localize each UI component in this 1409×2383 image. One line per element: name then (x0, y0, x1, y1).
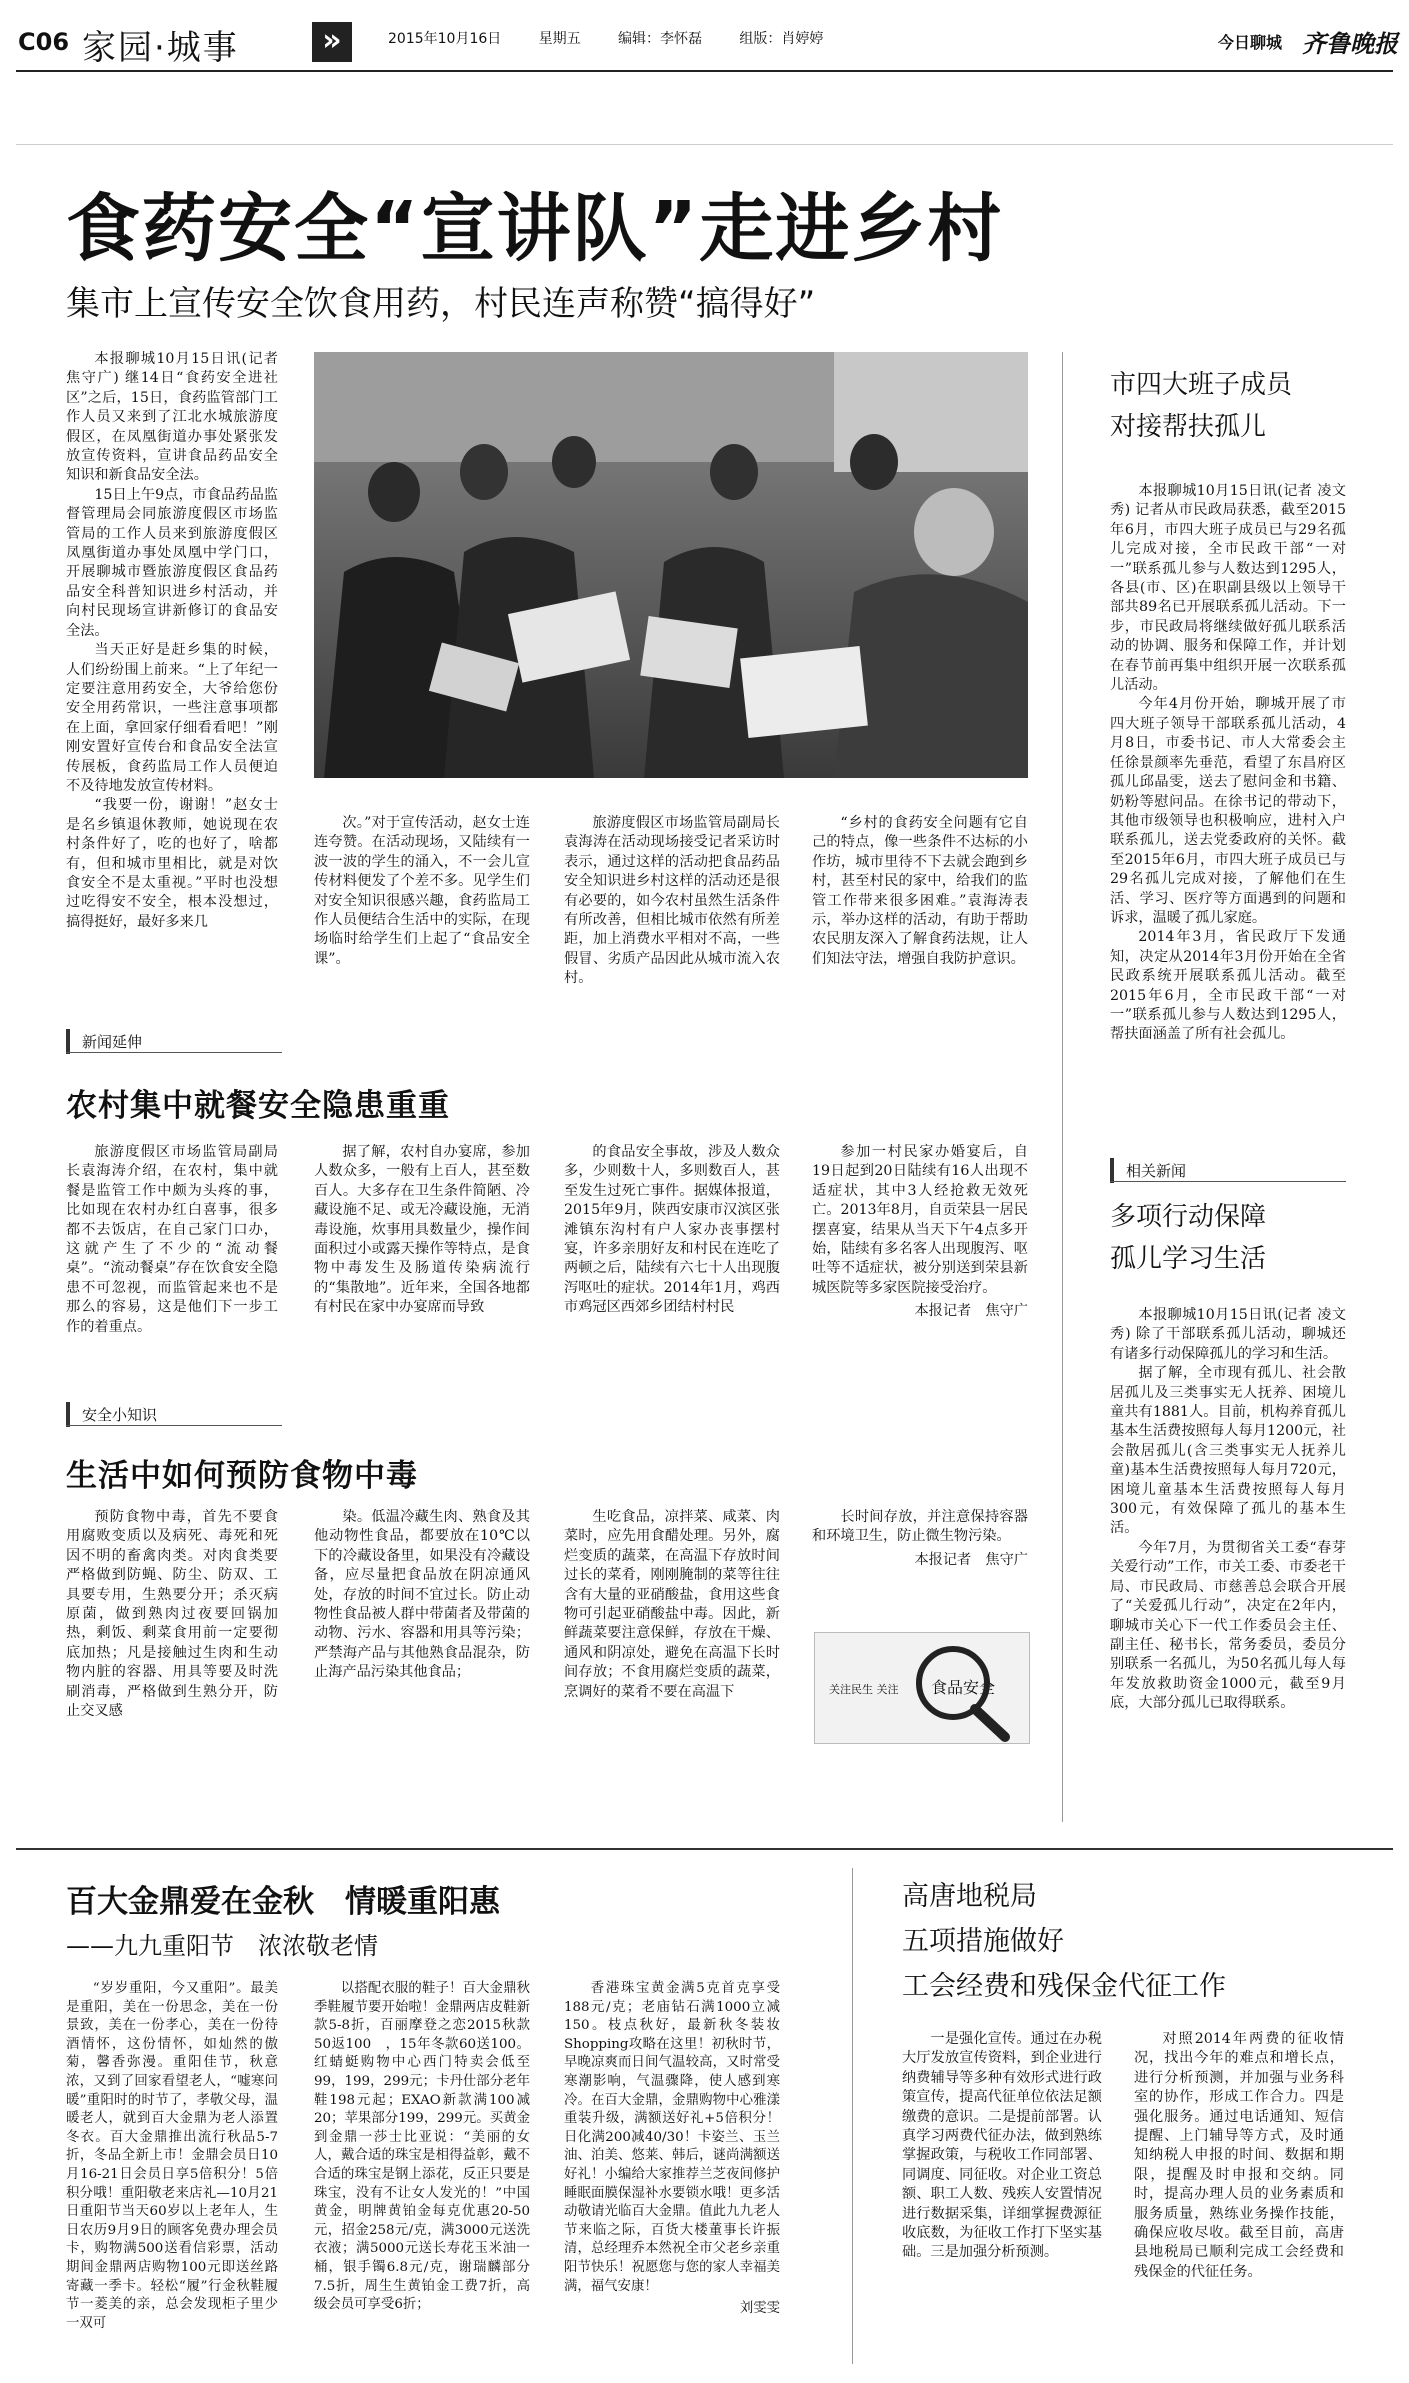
festival-subtitle: ——九九重阳节 浓浓敬老情 (66, 1932, 378, 1960)
image-caption-left: 关注民生 关注 (829, 1683, 899, 1696)
paragraph: 当天正好是赶乡集的时候，人们纷纷围上前来。“上了年纪一定要注意用药安全，大爷给您份安全用药常识，一些注意事项都在上面，拿回家仔细看看吧！”刚刚安置好宣传台和食品安全法宣传展板，食药监局工作人员便迫不及待地发放宣传材料。 (66, 642, 278, 794)
festival-title: 百大金鼎爱在金秋 情暖重阳惠 (66, 1884, 500, 1920)
paragraph: 预防食物中毒，首先不要食用腐败变质以及病死、毒死和死因不明的畜禽肉类。对肉食类要严格做到防蝇、防尘、防双、工具要专用，生熟要分开；杀灭病原菌，做到熟肉过夜要回锅加热，剩饭、剩菜食用前一定要彻底加热；凡是接触过生肉和生动物内脏的容器、用具等要及时洗刷消毒，严格做到生熟分开，防止交叉感 (66, 1509, 278, 1720)
extension-col-4 (812, 1143, 1028, 1322)
editor: 编辑：李怀磊 (617, 31, 702, 47)
title-line: 多项行动保障 (1110, 1202, 1267, 1232)
paragraph: 参加一村民家办婚宴后，自19日起到20日陆续有16人出现不适症状，其中3人经抢救无效死亡。2013年8月，自贡荣县一居民摆喜宴，结果从当天下午4点多开始，陆续有多名客人出现腹泻、呕吐等不适症状，被分别送到荣县新城医院等多家医院接受治疗。 (812, 1144, 1028, 1296)
paragraph: 生吃食品，凉拌菜、咸菜、肉菜时，应先用食醋处理。另外，腐烂变质的蔬菜，在高温下存放时间过长的菜肴，刚刚腌制的菜等往往含有大量的亚硝酸盐，食用这些食物可引起亚硝酸盐中毒。因此，新鲜蔬菜要注意保鲜，存放在干燥、通风和阴凉处，避免在高温下长时间存放；不食用腐烂变质的蔬菜，烹调好的菜肴不要在高温下 (564, 1509, 780, 1700)
header-rule (16, 70, 1393, 72)
main-col-3 (564, 814, 780, 989)
byline: 本报记者 焦守广 (914, 1303, 1028, 1320)
sidebar-story-2-title (1110, 1196, 1266, 1280)
layout-editor: 组版：肖婷婷 (739, 31, 824, 47)
paragraph: 长时间存放，并注意保持容器和环境卫生，防止微生物污染。 (812, 1509, 1028, 1545)
image-caption-right: 食品安全 (931, 1678, 996, 1697)
chevron-icon: » (312, 22, 352, 62)
safety-col-4 (812, 1508, 1028, 1570)
tax-col-1 (902, 2030, 1102, 2263)
paragraph: 一是强化宣传。通过在办税大厅发放宣传资料，到企业进行纳费辅导等多种有效形式进行政策宣传，提高代征单位依法足额缴费的意识。二是提前部署。认真学习两费代征办法，做到熟练掌握政策，与税收工作同部署、同调度、同征收。对企业工资总额、职工人数、残疾人安置情况进行数据采集，详细掌握费源征收底数，为征收工作打下坚实基础。三是加强分析预测。 (902, 2031, 1102, 2261)
tax-col-2 (1134, 2030, 1344, 2282)
section-divider (16, 1848, 1393, 1850)
food-safety-image (814, 1632, 1030, 1744)
paragraph: 据了解，农村自办宴席，参加人数众多，一般有上百人，甚至数百人。大多存在卫生条件简陋、冷藏设施不足、或无冷藏设施，无消毒设施，炊事用具数量少，操作间面积过小或露天操作等特点，是食物中毒发生及肠道传染病流行的“集散地”。近年来，全国各地都有村民在家中办宴席而导致 (314, 1144, 530, 1316)
paragraph: 本报聊城10月15日讯(记者 凌文秀) 除了干部联系孤儿活动，聊城还有诸多行动保障孤儿的学习和生活。 (1110, 1307, 1346, 1362)
paragraph: “岁岁重阳，今又重阳”。最美是重阳，美在一份思念，美在一份景致，美在一份孝心，美在一份待酒情怀，这份情怀，如灿然的傲菊，馨香弥漫。重阳佳节，秋意浓，又到了回家看望老人，“嘘寒问暖”重阳时的时节了，孝敬父母，温暖老人，就到百大金鼎为老人添置冬衣。百大金鼎推出流行秋品5-7折，冬品全新上市！金鼎会员日10月16-21日会员日享5倍积分！5倍积分哦！重阳敬老来店礼—10月21日重阳节当天60岁以上老年人，生日农历9月9日的顾客免费办理会员卡，购物满500送看信彩票，活动期间金鼎两店购物100元即送丝路寄藏一季卡。轻松“履”行金秋鞋履节一菱美的亲，总会发现柜子里少一双可 (66, 1981, 278, 2331)
paragraph: 次。”对于宣传活动，赵女士连连夸赞。在活动现场，又陆续有一波一波的学生的涌入，不一会儿宣传材料便发了个差不多。见学生们对安全知识很感兴趣，食药监局工作人员便结合生活中的实际，在现场临时给学生们上起了“食品安全课”。 (314, 815, 530, 967)
paragraph: 旅游度假区市场监管局副局长袁海涛在活动现场接受记者采访时表示，通过这样的活动把食品药品安全知识进乡村这样的活动还是很有必要的，如今农村虽然生活条件有所改善，但相比城市依然有所差距，加上消费水平相对不高，一些假冒、劣质产品因此从城市流入农村。 (564, 815, 780, 987)
paragraph: 香港珠宝黄金满5克首克享受188元/克；老庙钻石满1000立减150。枝点秋好，最新秋冬装妆Shopping攻略在这里！初秋时节，早晚凉爽而日间气温较高，又时常受寒潮影响，气温骤降，使人感到寒冷。在百大金鼎，金鼎购物中心雅漾重装升级，满额送好礼+5倍积分！日化满200减40/30！卡姿兰、玉兰油、泊美、悠莱、韩后，谜尚满额送好礼！小编给大家推荐兰芝夜间修护睡眠面膜保湿补水要锁水哦！更多活动敬请光临百大金鼎。值此九九老人节来临之际，百货大楼董事长许振清，总经理乔本然祝全市父老乡亲重阳节快乐！祝愿您与您的家人幸福美满，福气安康！ (564, 1981, 780, 2294)
section-name: 家园·城事 (82, 28, 239, 68)
paragraph: 今年7月，为贯彻省关工委“春芽关爱行动”工作，市关工委、市委老干局、市民政局、市慈善总会联合开展了“关爱孤儿行动”，决定在2年内，聊城市关心下一代工作委员会主任、副主任、秘书长，常务委员，委员分别联系一名孤儿，为50名孤儿每人每年发放救助资金1000元，截至9月底，大部分孤儿已取得联系。 (1110, 1539, 1346, 1712)
title-line: 工会经费和残保金代征工作 (902, 1971, 1226, 2002)
sidebar-story-2-body (1110, 1306, 1346, 1714)
title-line: 对接帮扶孤儿 (1110, 412, 1267, 442)
header-rule-thin (16, 144, 1393, 145)
festival-col-2 (314, 1980, 530, 2315)
paragraph: 15日上午9点，市食品药品监督管理局会同旅游度假区市场监管局的工作人员来到旅游度假区凤凰街道办事处凤凰中学门口，开展聊城市暨旅游度假区食品药品安全科普知识进乡村活动，并向村民现场宣讲新修订的食品安全法。 (66, 486, 278, 639)
main-col-1 (66, 350, 278, 932)
section-tag-extension: 新闻延伸 (66, 1029, 150, 1054)
header-meta (388, 28, 823, 48)
safety-col-2 (314, 1508, 530, 1683)
paragraph: 本报聊城10月15日讯(记者 焦守广) 继14日“食药安全进社区”之后，15日，食药监管部门工作人员又来到了江北水城旅游度假区，在凤凰街道办事处紧张发放宣传资料，宣讲食品药品安全知识和新食品安全法。 (66, 351, 278, 484)
section-tag-safety: 安全小知识 (66, 1402, 165, 1427)
safety-title: 生活中如何预防食物中毒 (66, 1458, 418, 1494)
extension-col-3 (564, 1143, 780, 1318)
paragraph: 据了解，全市现有孤儿、社会散居孤儿及三类事实无人抚养、困境儿童共有1881人。目前，机构养育孤儿基本生活费按照每人每月1200元，社会散居孤儿(含三类事实无人抚养儿童)基本生活费按照每人每月720元，困境儿童基本生活费按照每人每月300元，有效保障了孤儿的基本生活。 (1110, 1365, 1346, 1537)
crowd-photo-illustration (314, 352, 1028, 778)
main-subhead: 集市上宣传安全饮食用药，村民连声称赞“搞得好” (66, 284, 816, 324)
edition-name: 今日聊城 (1218, 33, 1283, 52)
extension-col-2 (314, 1143, 530, 1318)
title-line: 孤儿学习生活 (1110, 1244, 1267, 1274)
paragraph: 今年4月份开始，聊城开展了市四大班子领导干部联系孤儿活动，4月8日，市委书记、市人大常委会主任徐景颜率先垂范，看望了东昌府区孤儿邱晶雯，送去了慰问金和书籍、奶粉等慰问品。在徐书记的带动下，其他市级领导也积极响应，进村入户联系孤儿，送去党委政府的关怀。截至2015年6月，市四大班子成员已与29名孤儿完成对接，了解他们在生活、学习、医疗等方面遇到的问题和诉求，温暖了孤儿家庭。 (1110, 696, 1346, 926)
tag-underline (66, 1052, 282, 1053)
title-line: 高唐地税局 (902, 1881, 1037, 1912)
paragraph: 对照2014年两费的征收情况，找出今年的难点和增长点，进行分析预测，并加强与业务科室的协作，形成工作合力。四是强化服务。通过电话通知、短信提醒、上门辅导等方式，及时通知纳税人申报的时间、数据和期限，提醒及时申报和交纳。同时，提高办理人员的业务素质和服务质量，熟练业务操作技能，确保应收尽收。截至目前，高唐县地税局已顺利完成工会经费和残保金的代征任务。 (1134, 2031, 1344, 2280)
magnifier-icon (815, 1633, 1029, 1743)
main-col-4 (812, 814, 1028, 969)
main-headline: 食药安全“宣讲队”走进乡村 (66, 186, 1004, 272)
issue-weekday: 星期五 (538, 31, 581, 47)
issue-date: 2015年10月16日 (388, 31, 502, 47)
paragraph: “乡村的食药安全问题有它自己的特点，像一些条件不达标的小作坊，城市里待不下去就会跑到乡村，甚至村民的家中，给我们的监管工作带来很多困难。”袁海涛表示，举办这样的活动，有助于帮助农民朋友深入了解食药法规，让人们知法守法，增强自我防护意识。 (812, 815, 1028, 967)
column-divider (1062, 352, 1063, 1822)
paragraph: 旅游度假区市场监管局副局长袁海涛介绍，在农村，集中就餐是监管工作中颇为头疼的事，比如现在农村办红白喜事，很多都不去饭店，在自己家门口办，这就产生了不少的“流动餐桌”。“流动餐桌”存在饮食安全隐患不可忽视，而监管起来也不是那么的容易，这是他们下一步工作的着重点。 (66, 1144, 278, 1335)
festival-col-3 (564, 1980, 780, 2319)
paragraph: 2014年3月，省民政厅下发通知，决定从2014年3月份开始在全省民政系统开展联系孤儿活动。截至2015年6月，全市民政干部“一对一”联系孤儿参与人数达到1295人，帮扶面涵盖了所有社会孤儿。 (1110, 929, 1346, 1043)
newspaper-logo: 齐鲁晚报 (1302, 29, 1398, 58)
column-divider (852, 1868, 853, 2364)
byline: 刘雯雯 (739, 2301, 780, 2317)
paragraph: “我要一份，谢谢！”赵女士是名乡镇退休教师，她说现在农村条件好了，吃的也好了，啥都有，但和城市里相比，就是对饮食安全不是太重视。”平时也没想过吃得安不安全，根本没想过，搞得挺好，最好多来几 (66, 797, 278, 930)
extension-col-1 (66, 1143, 278, 1337)
tag-underline (1110, 1181, 1346, 1182)
paragraph: 以搭配衣服的鞋子！百大金鼎秋季鞋履节要开始啦！金鼎两店皮鞋新款5-8折，百丽摩登之恋2015秋款50返100 ，15年冬款60送100。红蜻蜓购物中心西门特卖会低至99，199，299元；卡丹仕部分老年鞋198元起；EXAO新款满100减20；苹果部分199，299元。买黄金到金鼎一莎士比亚说：“美丽的女人，戴合适的珠宝是相得益彰，戴不合适的珠宝是钢上添花，反正只要是珠宝，没有不让女人发光的！”中国黄金，明牌黄铂金每克优惠20-50元，招金258元/克，满3000元送洗衣液；满5000元送长寿花玉米油一桶，银手镯6.8元/克，谢瑞麟部分7.5折，周生生黄铂金工费7折，高级会员可享受6折； (314, 1981, 530, 2313)
byline: 本报记者 焦守广 (914, 1551, 1028, 1568)
page-number: C06 (18, 28, 70, 56)
festival-col-1 (66, 1980, 278, 2333)
safety-col-1 (66, 1508, 278, 1721)
tag-underline (66, 1425, 282, 1426)
paragraph: 本报聊城10月15日讯(记者 凌文秀) 记者从市民政局获悉，截至2015年6月，市四大班子成员已与29名孤儿完成对接，全市民政干部“一对一”联系孤儿参与人数达到1295人，各县(市、区)在职副县级以上领导干部共89名已开展联系孤儿活动。下一步，市民政局将继续做好孤儿联系活动的协调、服务和保障工作，并计划在春节前再集中组织开展一次联系孤儿活动。 (1110, 483, 1346, 694)
extension-title: 农村集中就餐安全隐患重重 (66, 1088, 450, 1124)
news-photo (314, 352, 1028, 778)
title-line: 五项措施做好 (902, 1926, 1064, 1957)
sidebar-story-1-title (1110, 364, 1292, 448)
section-tag-related: 相关新闻 (1110, 1158, 1194, 1183)
sidebar-story-1-body (1110, 482, 1346, 1045)
paragraph: 染。低温冷藏生肉、熟食及其他动物性食品，都要放在10℃以下的冷藏设备里，如果没有冷藏设备，应尽量把食品放在阴凉通风处，存放的时间不宜过长。防止动物性食品被人群中带菌者及带菌的动物、污水、容器和用具等污染；严禁海产品与其他熟食品混杂，防止海产品污染其他食品； (314, 1509, 530, 1681)
paragraph: 的食品安全事故，涉及人数众多，少则数十人，多则数百人，甚至发生过死亡事件。据媒体报道，2015年9月，陕西安康市汉滨区张滩镇东沟村有户人家办丧事摆村宴，许多亲朋好友和村民在连吃了两顿之后，陆续有六七十人出现腹泻呕吐的症状。2014年1月，鸡西市鸡冠区西郊乡团结村村民 (564, 1144, 780, 1316)
tax-story-title (902, 1874, 1226, 2009)
title-line: 市四大班子成员 (1110, 370, 1293, 400)
main-col-2 (314, 814, 530, 969)
safety-col-3 (564, 1508, 780, 1702)
